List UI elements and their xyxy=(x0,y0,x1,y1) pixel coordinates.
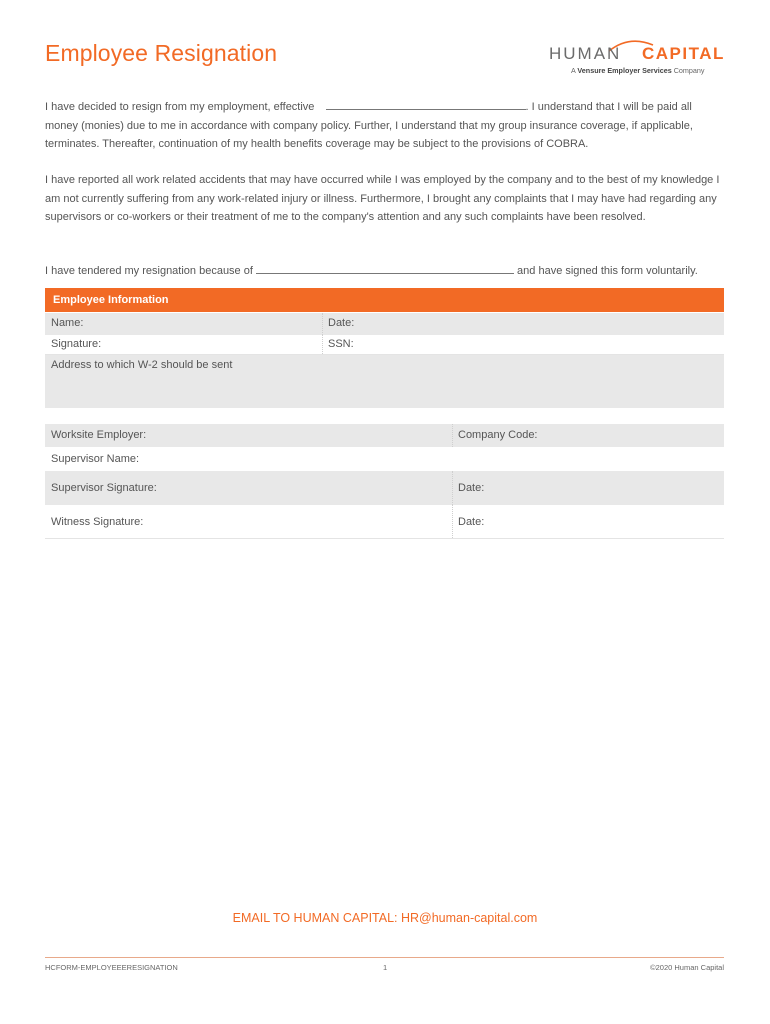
date-label: Date: xyxy=(328,317,355,329)
human-capital-logo xyxy=(549,45,727,79)
logo-tag-suffix: Company xyxy=(673,66,705,75)
company-code-label: Company Code: xyxy=(458,429,538,441)
worksite-row xyxy=(45,424,724,447)
worksite-employer-label: Worksite Employer: xyxy=(51,429,147,441)
witness-signature-label: Witness Signature: xyxy=(51,516,144,528)
w2-address-field[interactable] xyxy=(45,355,724,408)
supervisor-name-field[interactable] xyxy=(45,447,724,471)
supervisor-signature-row xyxy=(45,471,724,505)
name-date-row xyxy=(45,313,724,335)
name-field[interactable] xyxy=(45,313,322,335)
witness-date-field[interactable] xyxy=(452,505,724,538)
paragraph-1-end: . I understand that I will be paid all money (monies) due to me in accordance with company policy. Further, I understand that my group insurance coverage, if applicable, terminates. Thereafter, continuation of my health benefits coverage may be subject to the provisions of COBRA. xyxy=(45,101,693,150)
paragraph-1-start: I have decided to resign from my employment, effective xyxy=(45,101,315,113)
w2-address-label: Address to which W-2 should be sent xyxy=(51,359,233,371)
resignation-reason-blank[interactable] xyxy=(256,264,514,274)
supervisor-date-label: Date: xyxy=(458,482,485,494)
email-instruction: EMAIL TO HUMAN CAPITAL: HR@human-capital.com xyxy=(232,911,538,925)
witness-date-label: Date: xyxy=(458,516,485,528)
form-title: Employee Resignation xyxy=(45,40,278,66)
supervisor-signature-field[interactable] xyxy=(45,471,452,505)
footer-divider xyxy=(45,957,724,958)
effective-date-blank[interactable] xyxy=(326,100,526,110)
supervisor-date-field[interactable] xyxy=(452,471,724,505)
witness-signature-field[interactable] xyxy=(45,505,452,538)
supervisor-name-label: Supervisor Name: xyxy=(51,453,140,465)
logo-tag-brand: Vensure Employer Services xyxy=(577,66,672,75)
signature-field[interactable] xyxy=(45,335,322,354)
logo-tagline xyxy=(571,66,704,75)
ssn-field[interactable] xyxy=(322,335,724,354)
date-field[interactable] xyxy=(322,313,724,335)
witness-row xyxy=(45,505,724,539)
paragraph-accidents: I have reported all work related accidents that may have occurred while I was employed by the company and to the best of my knowledge I am not currently suffering from any work-related injury or illness. Furthermore, I brought any complaints that I may have had regarding any supervisors or co-workers or their treatment of me to the company's attention and any such complaints have been resolved. xyxy=(45,174,720,223)
supervisor-signature-label: Supervisor Signature: xyxy=(51,482,157,494)
logo-tag-prefix: A xyxy=(571,66,576,75)
paragraph-3-end: and have signed this form voluntarily. xyxy=(517,265,698,277)
signature-label: Signature: xyxy=(51,338,102,350)
paragraph-reason xyxy=(45,262,725,281)
footer-form-id: HCFORM-EMPLOYEEERESIGNATION xyxy=(45,963,178,972)
signature-ssn-row xyxy=(45,335,724,355)
employee-information-header: Employee Information xyxy=(45,288,724,312)
worksite-employer-field[interactable] xyxy=(45,424,452,447)
ssn-label: SSN: xyxy=(328,338,354,350)
footer-copyright: ©2020 Human Capital xyxy=(650,963,724,972)
company-code-field[interactable] xyxy=(452,424,724,447)
footer-page-number: 1 xyxy=(383,963,388,972)
paragraph-effective-date xyxy=(45,98,725,154)
logo-word-human: HUMAN xyxy=(549,44,622,63)
paragraph-3-start: I have tendered my resignation because of xyxy=(45,265,253,277)
logo-word-capital: CAPITAL xyxy=(642,44,725,63)
name-label: Name: xyxy=(51,317,84,329)
